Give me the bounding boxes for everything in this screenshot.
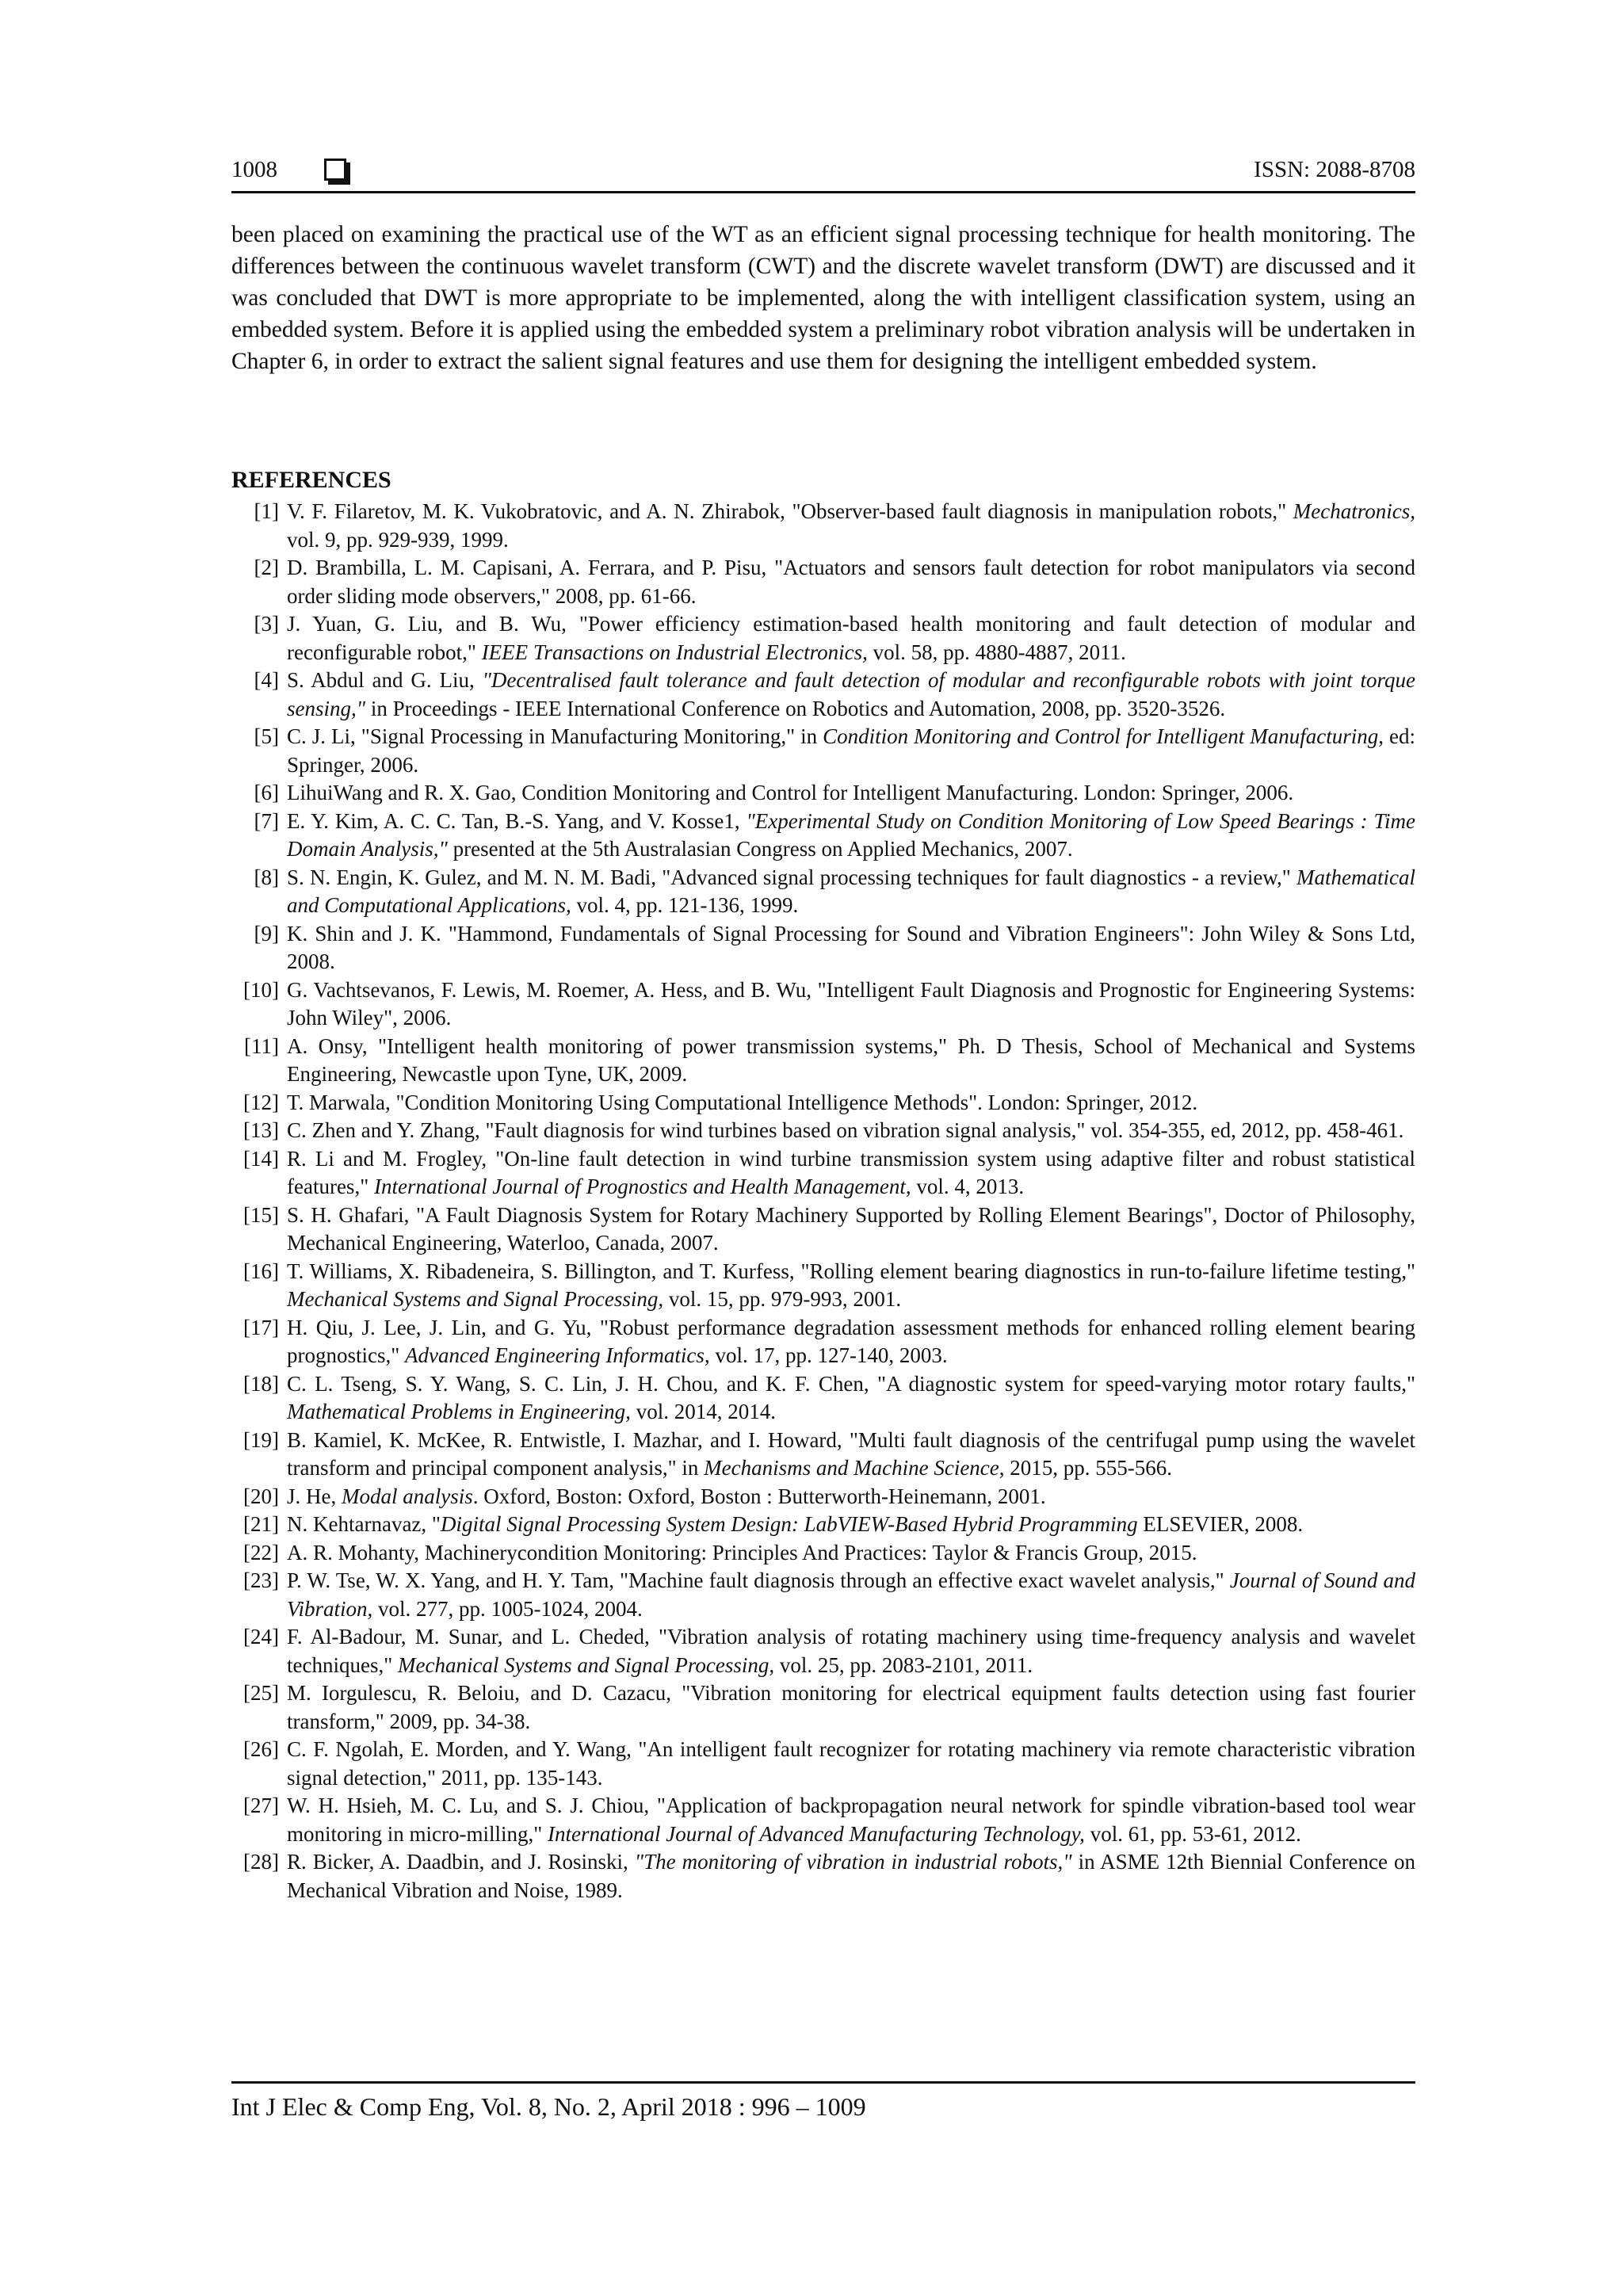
reference-number: [11] (244, 1033, 279, 1058)
reference-italic-segment: Mechatronics, (1293, 499, 1415, 523)
reference-number: [2] (254, 556, 279, 579)
reference-italic-segment: International Journal of Prognostics and Health Management, (373, 1175, 911, 1198)
reference-text (287, 1794, 1415, 1846)
reference-number: [21] (243, 1512, 279, 1536)
reference-segment: H. Qiu, J. Lee, J. Lin, and G. Yu, "Robust performance degradation assessment methods for enhanced rolling element bearing prognostics," (287, 1315, 1415, 1367)
reference-segment: C. J. Li, "Signal Processing in Manufacturing Monitoring," in (287, 724, 823, 748)
reference-item (231, 1033, 1415, 1089)
reference-text (287, 1568, 1415, 1621)
reference-number: [26] (243, 1737, 279, 1761)
reference-segment: P. W. Tse, W. X. Yang, and H. Y. Tam, "Machine fault diagnosis through an effective exact wavelet analysis," (287, 1568, 1230, 1592)
page-number: 1008 (231, 157, 277, 182)
reference-text (287, 978, 1415, 1030)
reference-item (231, 920, 1415, 976)
reference-number: [24] (243, 1625, 279, 1648)
reference-segment: vol. 4, 2013. (911, 1175, 1025, 1198)
reference-text (287, 1147, 1415, 1199)
reference-number: [16] (243, 1259, 279, 1283)
reference-italic-segment: Mathematical and Computational Applications, (287, 865, 1415, 917)
reference-segment: vol. 15, pp. 979-993, 2001. (663, 1287, 902, 1311)
reference-segment: vol. 25, pp. 2083-2101, 2011. (774, 1652, 1033, 1677)
reference-text (287, 1850, 1415, 1902)
reference-text (287, 612, 1415, 664)
reference-text (287, 809, 1415, 861)
reference-item (231, 864, 1415, 920)
reference-segment: vol. 58, pp. 4880-4887, 2011. (867, 640, 1126, 664)
reference-text (287, 1681, 1415, 1733)
reference-item (231, 554, 1415, 610)
reference-item (231, 1679, 1415, 1736)
reference-item (231, 1427, 1415, 1483)
reference-number: [3] (254, 612, 279, 636)
reference-segment: presented at the 5th Australasian Congress on Applied Mechanics, 2007. (447, 837, 1073, 861)
reference-number: [18] (243, 1371, 279, 1396)
footer-divider (231, 2081, 1415, 2084)
reference-segment: C. F. Ngolah, E. Morden, and Y. Wang, "An intelligent fault recognizer for rotating machinery via remote characteristic vibration signal detection," 2011, pp. 135-143. (287, 1737, 1415, 1790)
reference-segment: W. H. Hsieh, M. C. Lu, and S. J. Chiou, "Application of backpropagation neural network for spindle vibration-based tool wear monitoring in micro-milling," (287, 1794, 1415, 1846)
reference-segment: N. Kehtarnavaz, " (287, 1512, 441, 1536)
reference-text (287, 1316, 1415, 1368)
reference-segment: vol. 277, pp. 1005-1024, 2004. (372, 1596, 643, 1621)
reference-number: [20] (243, 1484, 279, 1508)
reference-text (287, 1372, 1415, 1424)
reference-segment: S. Abdul and G. Liu, (287, 668, 483, 692)
reference-item (231, 1483, 1415, 1511)
reference-item (231, 1511, 1415, 1539)
reference-text (287, 724, 1415, 777)
reference-segment: T. Marwala, "Condition Monitoring Using Computational Intelligence Methods". London: Springer, 2012. (287, 1090, 1198, 1114)
reference-text (287, 1625, 1415, 1677)
reference-number: [12] (243, 1090, 279, 1114)
reference-text (287, 1484, 1046, 1508)
reference-text (287, 1034, 1415, 1087)
references-heading: REFERENCES (231, 467, 391, 493)
reference-text (287, 556, 1415, 608)
footer-citation: Int J Elec & Comp Eng, Vol. 8, No. 2, April 2018 : 996 – 1009 (231, 2092, 866, 2121)
reference-number: [14] (243, 1146, 279, 1171)
reference-number: [15] (243, 1202, 279, 1227)
reference-number: [25] (243, 1681, 279, 1705)
reference-text (287, 499, 1415, 552)
reference-item (231, 808, 1415, 864)
reference-number: [17] (243, 1315, 279, 1339)
reference-segment: A. R. Mohanty, Machinerycondition Monitoring: Principles And Practices: Taylor & Francis Group, 2015. (287, 1540, 1197, 1564)
reference-segment: . Oxford, Boston: Oxford, Boston : Butterworth-Heinemann, 2001. (472, 1484, 1046, 1508)
reference-segment: in Proceedings - IEEE International Conference on Robotics and Automation, 2008, pp. 3520-3526. (365, 696, 1226, 720)
reference-italic-segment: "Decentralised fault tolerance and fault detection of modular and reconfigurable robots with joint torque sensing," (287, 668, 1416, 720)
reference-item (231, 610, 1415, 667)
reference-item (231, 1792, 1415, 1848)
issn-label: ISSN: 2088-8708 (1254, 157, 1415, 182)
reference-segment: J. Yuan, G. Liu, and B. Wu, "Power efficiency estimation-based health monitoring and fault detection of modular and reconfigurable robot," (287, 612, 1415, 664)
reference-segment: D. Brambilla, L. M. Capisani, A. Ferrara, and P. Pisu, "Actuators and sensors fault detection for robot manipulators via second order sliding mode observers," 2008, pp. 61-66. (287, 556, 1415, 608)
reference-item (231, 1848, 1415, 1904)
reference-number: [7] (254, 808, 279, 833)
reference-text (287, 1118, 1403, 1142)
reference-segment: C. L. Tseng, S. Y. Wang, S. C. Lin, J. H. Chou, and K. F. Chen, "A diagnostic system for speed-varying motor rotary faults," (287, 1371, 1415, 1396)
reference-italic-segment: Mathematical Problems in Engineering, (287, 1400, 631, 1423)
reference-number: [1] (254, 499, 279, 523)
reference-text (287, 1737, 1415, 1790)
reference-number: [13] (243, 1118, 279, 1142)
reference-italic-segment: "Experimental Study on Condition Monitoring of Low Speed Bearings : Time Domain Analysis," (287, 808, 1415, 861)
reference-italic-segment: IEEE Transactions on Industrial Electronics, (481, 640, 868, 664)
reference-segment: J. He, (287, 1484, 342, 1508)
reference-italic-segment: "The monitoring of vibration in industrial robots," (634, 1850, 1072, 1874)
reference-number: [19] (243, 1427, 279, 1452)
reference-segment: R. Bicker, A. Daadbin, and J. Rosinski, (287, 1850, 635, 1874)
reference-text (287, 1428, 1415, 1480)
reference-segment: vol. 9, pp. 929-939, 1999. (287, 527, 509, 552)
reference-italic-segment: Mechanical Systems and Signal Processing, (397, 1652, 775, 1677)
reference-segment: M. Iorgulescu, R. Beloiu, and D. Cazacu, "Vibration monitoring for electrical equipment faults detection using fast fourier transform," 2009, pp. 34-38. (287, 1681, 1415, 1733)
reference-segment: ELSEVIER, 2008. (1137, 1512, 1304, 1536)
reference-segment: vol. 61, pp. 53-61, 2012. (1084, 1821, 1301, 1846)
reference-segment: R. Li and M. Frogley, "On-line fault detection in wind turbine transmission system using adaptive filter and robust statistical features," (287, 1146, 1415, 1198)
reference-segment: F. Al-Badour, M. Sunar, and L. Cheded, "Vibration analysis of rotating machinery using time-frequency analysis and wavelet techniques," (287, 1625, 1415, 1677)
reference-segment: vol. 4, pp. 121-136, 1999. (571, 893, 799, 917)
reference-number: [23] (243, 1568, 279, 1592)
reference-segment: A. Onsy, "Intelligent health monitoring of power transmission systems," Ph. D Thesis, School of Mechanical and Systems Engineering, Newcastle upon Tyne, UK, 2009. (287, 1033, 1415, 1086)
reference-number: [4] (254, 668, 279, 692)
reference-item (231, 1117, 1415, 1145)
reference-italic-segment: Digital Signal Processing System Design: LabVIEW-Based Hybrid Programming (440, 1512, 1138, 1536)
reference-number: [27] (243, 1794, 279, 1817)
reference-item (231, 1623, 1415, 1679)
reference-item (231, 1567, 1415, 1623)
reference-item (231, 1201, 1415, 1258)
reference-text (287, 1203, 1415, 1255)
square-bullet-icon (324, 159, 346, 181)
reference-text (287, 865, 1415, 918)
reference-segment: vol. 17, pp. 127-140, 2003. (709, 1343, 948, 1367)
reference-number: [28] (243, 1850, 279, 1874)
reference-italic-segment: Modal analysis (342, 1484, 473, 1508)
reference-segment: K. Shin and J. K. "Hammond, Fundamentals of Signal Processing for Sound and Vibration Engineers": John Wiley & Sons Ltd, 2008. (287, 921, 1415, 973)
reference-segment: vol. 2014, 2014. (630, 1400, 776, 1423)
reference-text (287, 922, 1415, 974)
reference-text (287, 1259, 1415, 1312)
reference-number: [6] (254, 781, 279, 804)
reference-segment: in ASME 12th Biennial Conference on Mechanical Vibration and Noise, 1989. (287, 1850, 1415, 1902)
page-header (231, 157, 1415, 189)
reference-item (231, 1314, 1415, 1370)
reference-italic-segment: Journal of Sound and Vibration, (287, 1568, 1415, 1621)
reference-text (287, 781, 1293, 804)
reference-number: [9] (254, 921, 279, 946)
reference-segment: , ed: Springer, 2006. (287, 724, 1415, 777)
reference-segment: B. Kamiel, K. McKee, R. Entwistle, I. Mazhar, and I. Howard, "Multi fault diagnosis of the centrifugal pump using the wavelet transform and principal component analysis," in (287, 1427, 1415, 1480)
reference-item (231, 723, 1415, 779)
reference-italic-segment: Mechanical Systems and Signal Processing, (287, 1287, 664, 1311)
reference-number: [5] (254, 724, 279, 748)
reference-segment: V. F. Filaretov, M. K. Vukobratovic, and A. N. Zhirabok, "Observer-based fault diagnosis in manipulation robots," (287, 499, 1293, 523)
reference-segment: , 2015, pp. 555-566. (999, 1456, 1173, 1480)
reference-segment: C. Zhen and Y. Zhang, "Fault diagnosis for wind turbines based on vibration signal analysis," vol. 354-355, ed, 2012, pp. 458-461. (287, 1118, 1404, 1142)
reference-segment: G. Vachtsevanos, F. Lewis, M. Roemer, A. Hess, and B. Wu, "Intelligent Fault Diagnosis and Prognostic for Engineering Systems: John Wiley", 2006. (287, 977, 1415, 1030)
reference-number: [10] (243, 977, 279, 1002)
reference-item (231, 1370, 1415, 1427)
reference-item (231, 1539, 1415, 1568)
references-section (231, 466, 1415, 1904)
reference-italic-segment: Condition Monitoring and Control for Intelligent Manufacturing (823, 724, 1379, 748)
reference-item (231, 1258, 1415, 1314)
reference-number: [22] (243, 1540, 279, 1564)
reference-italic-segment: International Journal of Advanced Manufacturing Technology, (548, 1821, 1085, 1846)
reference-item (231, 1145, 1415, 1201)
header-divider (231, 191, 1415, 193)
reference-item (231, 1736, 1415, 1792)
reference-item (231, 976, 1415, 1033)
reference-segment: S. N. Engin, K. Gulez, and M. N. M. Badi, "Advanced signal processing techniques for fault diagnostics - a review," (287, 865, 1297, 889)
reference-segment: T. Williams, X. Ribadeneira, S. Billington, and T. Kurfess, "Rolling element bearing diagnostics in run-to-failure lifetime testing," (287, 1259, 1415, 1283)
reference-text (287, 1512, 1303, 1536)
reference-item (231, 498, 1415, 554)
reference-text (287, 1541, 1197, 1564)
reference-italic-segment: Advanced Engineering Informatics, (405, 1343, 710, 1367)
reference-list (231, 498, 1415, 1904)
reference-text (287, 1091, 1197, 1114)
reference-number: [8] (254, 865, 279, 889)
reference-item (231, 779, 1415, 808)
reference-text (287, 668, 1415, 720)
reference-item (231, 667, 1415, 723)
reference-italic-segment: Mechanisms and Machine Science (704, 1456, 999, 1480)
reference-segment: E. Y. Kim, A. C. C. Tan, B.-S. Yang, and V. Kosse1, (287, 808, 747, 833)
reference-segment: LihuiWang and R. X. Gao, Condition Monitoring and Control for Intelligent Manufacturing. London: Springer, 2006. (287, 781, 1294, 804)
reference-item (231, 1089, 1415, 1117)
reference-segment: S. H. Ghafari, "A Fault Diagnosis System for Rotary Machinery Supported by Rolling Element Bearings", Doctor of Philosophy, Mechanical Engineering, Waterloo, Canada, 2007. (287, 1202, 1415, 1255)
body-paragraph: been placed on examining the practical use of the WT as an efficient signal processing technique for health monitoring. The differences between the continuous wavelet transform (CWT) and the discrete wavelet transform (DWT) are discussed and it was concluded that DWT is more appropriate to be implemented, along the with intelligent classification system, using an embedded system. Before it is applied using the embedded system a preliminary robot vibration analysis will be undertaken in Chapter 6, in order to extract the salient signal features and use them for designing the intelligent embedded system. (231, 222, 1415, 374)
